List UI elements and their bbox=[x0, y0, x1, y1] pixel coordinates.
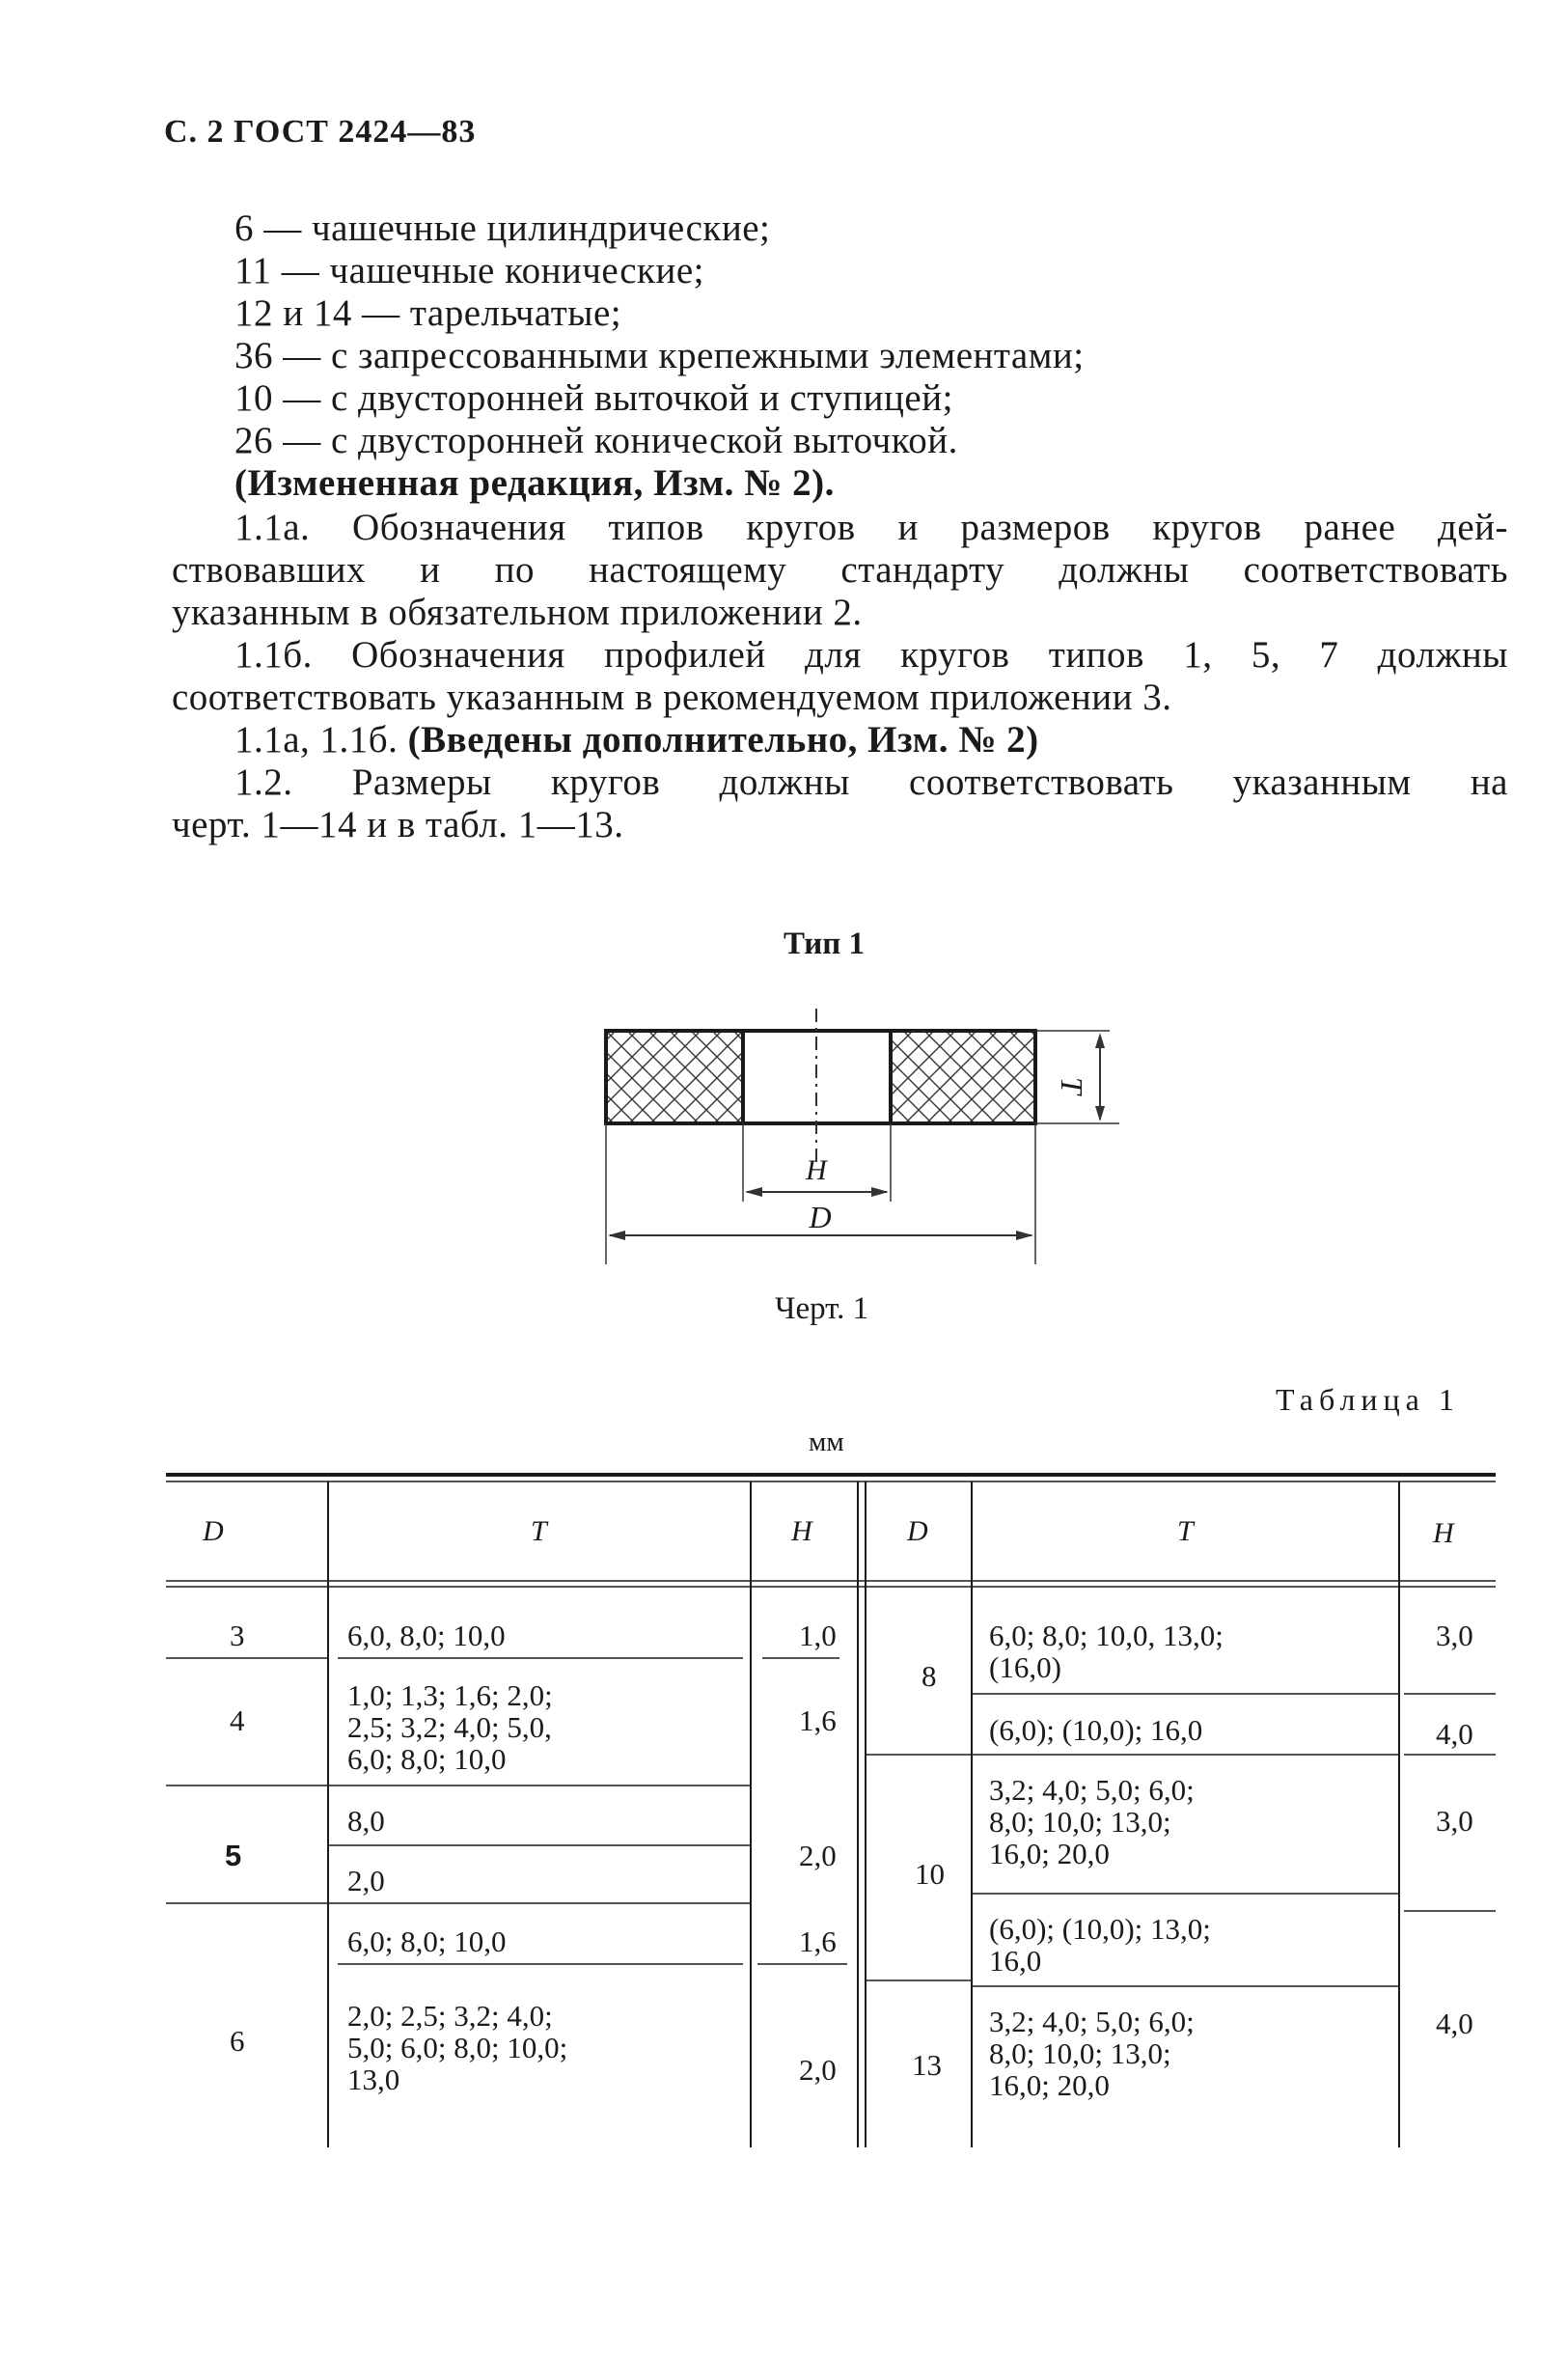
table-cell: 4,0 bbox=[1436, 1717, 1473, 1751]
table-cell: 8,0; 10,0; 13,0; bbox=[989, 2036, 1171, 2070]
paragraph-line: 1.2. Размеры кругов должны соответствовать указанным на bbox=[234, 761, 1508, 803]
table-cell: (16,0) bbox=[989, 1650, 1061, 1684]
table-title: Таблица 1 bbox=[1276, 1382, 1460, 1417]
paragraph-line: указанным в обязательном приложении 2. bbox=[172, 592, 863, 633]
table-cell: (6,0); (10,0); 16,0 bbox=[989, 1713, 1203, 1747]
table-cell: 4,0 bbox=[1436, 2007, 1473, 2040]
table-cell: 2,0 bbox=[799, 2053, 837, 2087]
page-header: С. 2 ГОСТ 2424—83 bbox=[164, 114, 477, 150]
table-cell: 3,0 bbox=[1436, 1619, 1473, 1652]
paragraph-line: 1.1б. Обозначения профилей для кругов типов 1, 5, 7 должны bbox=[234, 634, 1508, 676]
table-cell: 16,0; 20,0 bbox=[989, 2068, 1110, 2102]
table-cell: 5 bbox=[225, 1839, 242, 1872]
table-header: T bbox=[531, 1515, 547, 1547]
table-cell: 3,2; 4,0; 5,0; 6,0; bbox=[989, 2005, 1195, 2038]
figure-caption: Черт. 1 bbox=[775, 1291, 869, 1326]
table-cell: 13,0 bbox=[347, 2062, 400, 2096]
figure-title: Тип 1 bbox=[784, 927, 865, 961]
table-cell: 3,0 bbox=[1436, 1804, 1473, 1838]
added-note: (Введены дополнительно, Изм. № 2) bbox=[407, 719, 1039, 761]
table-unit: мм bbox=[809, 1426, 844, 1457]
table-header: H bbox=[1433, 1517, 1454, 1549]
table-cell: 1,0; 1,3; 1,6; 2,0; bbox=[347, 1678, 553, 1712]
list-item: 12 и 14 — тарельчатые; bbox=[234, 292, 622, 334]
table-cell: 1,6 bbox=[799, 1703, 837, 1737]
table-cell: 6 bbox=[230, 2024, 245, 2058]
list-item: 11 — чашечные конические; bbox=[234, 250, 704, 291]
table-header: H bbox=[791, 1515, 812, 1547]
label-d: D bbox=[809, 1200, 832, 1234]
list-item: 26 — с двусторонней конической выточкой. bbox=[234, 420, 958, 461]
table-header: T bbox=[1177, 1515, 1194, 1547]
paragraph-line: черт. 1—14 и в табл. 1—13. bbox=[172, 804, 624, 845]
table-cell: 2,5; 3,2; 4,0; 5,0, bbox=[347, 1710, 552, 1744]
table-cell: 5,0; 6,0; 8,0; 10,0; bbox=[347, 2031, 568, 2064]
table-cell: 8 bbox=[922, 1659, 937, 1693]
table-cell: 16,0 bbox=[989, 1944, 1042, 1978]
label-t: T bbox=[1055, 1077, 1089, 1094]
table-cell: 6,0; 8,0; 10,0 bbox=[347, 1742, 507, 1776]
table-cell: 6,0, 8,0; 10,0 bbox=[347, 1619, 506, 1652]
table-cell: 10 bbox=[915, 1857, 945, 1891]
table-cell: 3 bbox=[230, 1619, 245, 1652]
table-cell: 2,0; 2,5; 3,2; 4,0; bbox=[347, 1999, 553, 2033]
paragraph-line: соответствовать указанным в рекомендуемом приложении 3. bbox=[172, 677, 1172, 718]
table-cell: 1,6 bbox=[799, 1924, 837, 1958]
added-prefix: 1.1а, 1.1б. bbox=[234, 719, 399, 761]
paragraph-line: 1.1а. Обозначения типов кругов и размеров кругов ранее дей- bbox=[234, 507, 1508, 548]
list-item: 10 — с двусторонней выточкой и ступицей; bbox=[234, 377, 953, 419]
table-cell: 13 bbox=[912, 2048, 942, 2082]
table-cell: (6,0); (10,0); 13,0; bbox=[989, 1912, 1211, 1946]
table-cell: 3,2; 4,0; 5,0; 6,0; bbox=[989, 1773, 1195, 1807]
label-h: H bbox=[806, 1154, 827, 1186]
table-cell: 2,0 bbox=[799, 1839, 837, 1872]
table-header: D bbox=[203, 1515, 224, 1547]
table-cell: 16,0; 20,0 bbox=[989, 1837, 1110, 1870]
amended-note: (Измененная редакция, Изм. № 2). bbox=[234, 462, 835, 504]
table-header: D bbox=[907, 1515, 928, 1547]
table-cell: 2,0 bbox=[347, 1864, 385, 1897]
table-cell: 6,0; 8,0; 10,0 bbox=[347, 1924, 507, 1958]
list-item: 6 — чашечные цилиндрические; bbox=[234, 208, 771, 249]
list-item: 36 — с запрессованными крепежными элементами; bbox=[234, 335, 1085, 376]
table-cell: 8,0 bbox=[347, 1804, 385, 1838]
paragraph-line: ствовавших и по настоящему стандарту должны соответствовать bbox=[172, 549, 1508, 591]
table-cell: 1,0 bbox=[799, 1619, 837, 1652]
table-cell: 8,0; 10,0; 13,0; bbox=[989, 1805, 1171, 1839]
table-cell: 4 bbox=[230, 1703, 245, 1737]
table-cell: 6,0; 8,0; 10,0, 13,0; bbox=[989, 1619, 1224, 1652]
